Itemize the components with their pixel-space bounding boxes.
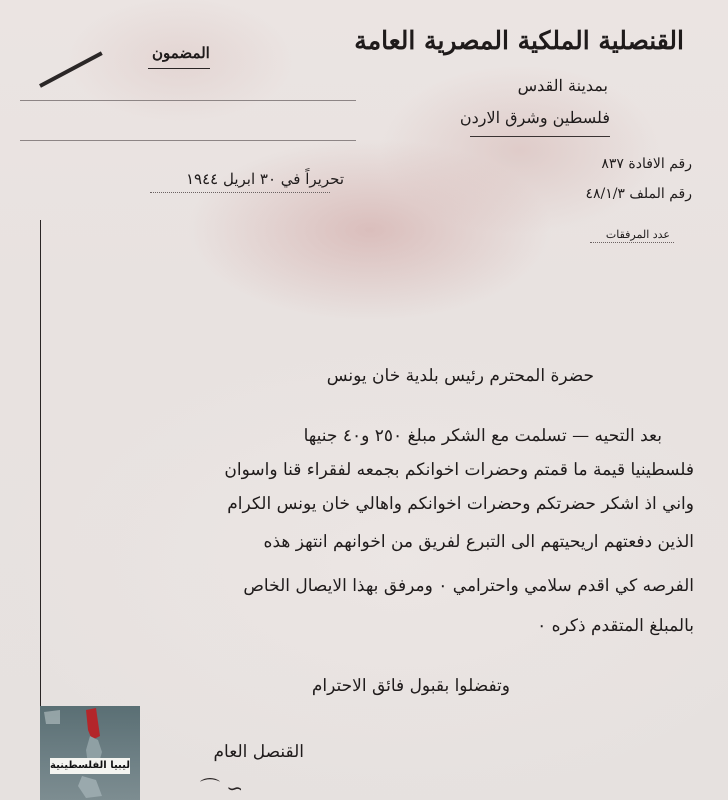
region-line: فلسطين وشرق الاردن — [459, 108, 610, 127]
logo-text: ليبيا الفلسطينية — [50, 758, 130, 774]
date-line: تحريراً في ٣٠ ابريل ١٩٤٤ — [185, 170, 344, 188]
subject-line-2 — [20, 140, 356, 141]
body-line-6: بالمبلغ المتقدم ذكره ٠ — [537, 616, 694, 636]
closing-line: وتفضلوا بقبول فائق الاحترام — [311, 676, 510, 696]
admin-number: رقم الافادة ٨٣٧ — [601, 156, 692, 172]
signature-scribble: ⌒ ∽ — [200, 776, 244, 800]
margin-rule — [40, 220, 41, 710]
attachments-dotted-line — [590, 242, 674, 243]
subject-line-1 — [20, 100, 356, 101]
file-number: رقم الملف ٤٨/١/٣ — [585, 186, 692, 202]
salutation: حضرة المحترم رئيس بلدية خان يونس — [326, 366, 594, 386]
consulate-name: القنصلية الملكية المصرية العامة — [354, 26, 684, 55]
region-underline — [470, 136, 610, 137]
body-line-3: واني اذ اشكر حضرتكم وحضرات اخوانكم واهالي خان يونس الكرام — [227, 494, 694, 514]
body-line-5: الفرصه كي اقدم سلامي واحترامي ٠ ومرفق بهذا الايصال الخاص — [243, 576, 694, 596]
body-line-4: الذين دفعتهم اريحيتهم الى التبرع لفريق من اخوانهم انتهز هذه — [263, 532, 694, 552]
body-line-1: بعد التحيه — تسلمت مع الشكر مبلغ ٢٥٠ و٤٠ جنيها — [303, 426, 662, 446]
body-line-2: فلسطينيا قيمة ما قمتم وحضرات اخوانكم بجمعه لفقراء قنا واسوان — [224, 460, 694, 480]
signature-title: القنصل العام — [213, 742, 304, 762]
subject-label: المضمون — [152, 44, 210, 62]
map-flag-icon — [40, 706, 140, 800]
attachments-label: عدد المرفقات — [605, 228, 670, 241]
handwritten-mark — [39, 51, 103, 87]
subject-underline — [148, 68, 210, 69]
date-dotted-line — [150, 192, 330, 193]
city-line: بمدينة القدس — [517, 76, 608, 95]
watermark-logo — [40, 706, 140, 800]
